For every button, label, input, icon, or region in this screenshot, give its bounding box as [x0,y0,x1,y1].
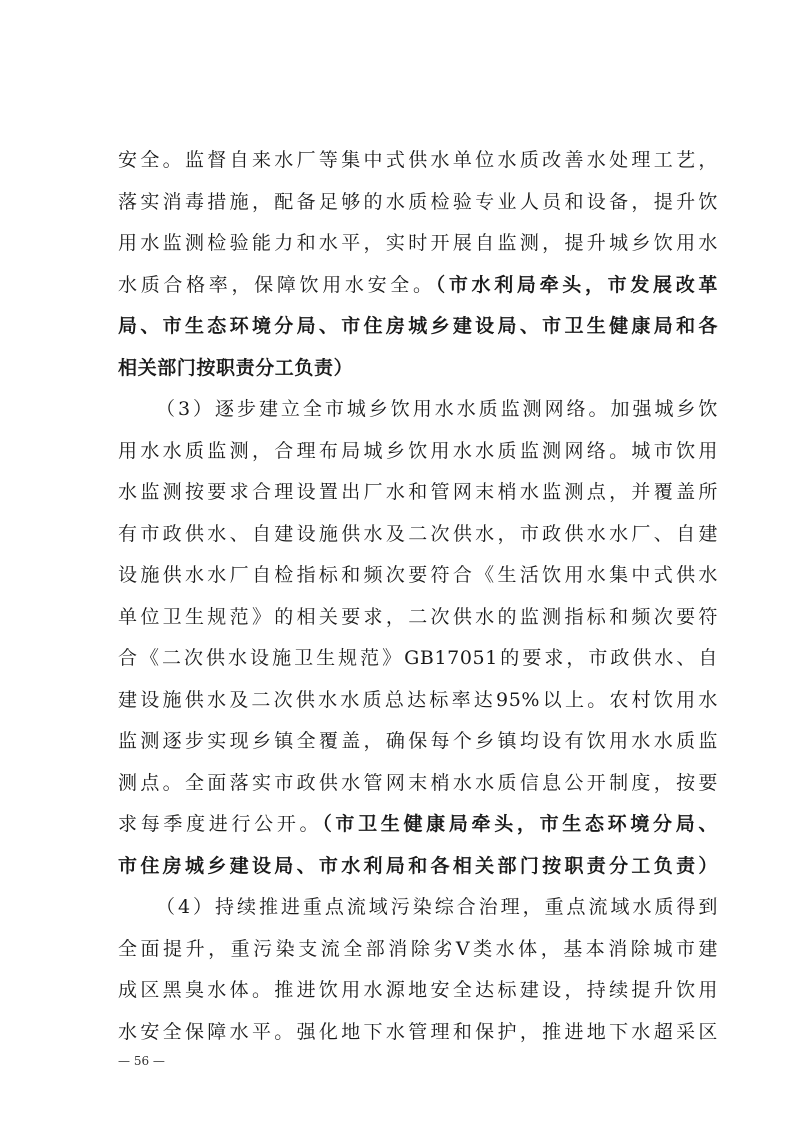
text-line [118,638,718,680]
text-line [118,555,718,597]
bold-segment: 局、市生态环境分局、市住房城乡建设局、市卫生健康局和各 [118,315,718,337]
text-line [118,763,718,805]
text-segment: 全面提升，重污染支流全部消除劣V类水体，基本消除城市建 [118,937,718,960]
text-line [118,431,718,473]
text-line [118,846,718,888]
text-segment: 水质合格率，保障饮用水安全。 [118,273,436,296]
text-line [118,804,718,846]
text-segment: 落实消毒措施，配备足够的水质检验专业人员和设备，提升饮 [118,190,718,213]
text-segment: 监测逐步实现乡镇全覆盖，确保每个乡镇均设有饮用水水质监 [118,730,718,752]
text-line [118,389,718,431]
text-segment: 安全。监督自来水厂等集中式供水单位水质改善水处理工艺， [118,149,718,171]
text-segment: 成区黑臭水体。推进饮用水源地安全达标建设，持续提升饮用 [118,979,718,1001]
text-segment: 水监测按要求合理设置出厂水和管网末梢水监测点，并覆盖所 [118,481,718,503]
text-segment: 有市政供水、自建设施供水及二次供水，市政供水水厂、自建 [118,522,718,545]
text-segment: 用水监测检验能力和水平，实时开展自监测，提升城乡饮用水 [118,232,718,254]
text-segment: 求每季度进行公开。 [118,813,323,835]
bold-segment: （市卫生健康局牵头，市生态环境分局、 [322,813,718,835]
text-segment: 用水水质监测，合理布局城乡饮用水水质监测网络。城市饮用 [118,439,718,462]
text-line [118,348,718,390]
text-line [118,472,718,514]
text-line [118,721,718,763]
text-line [118,680,718,722]
text-line [118,597,718,639]
text-line [118,223,718,265]
body-text [118,140,718,1053]
text-line [118,306,718,348]
text-segment: 合《二次供水设施卫生规范》GB17051的要求，市政供水、自 [118,647,718,669]
text-line [118,887,718,929]
text-line [118,140,718,182]
text-line [118,970,718,1012]
text-line [118,1012,718,1054]
text-segment: 水安全保障水平。强化地下水管理和保护，推进地下水超采区 [118,1020,718,1043]
text-segment: （3）逐步建立全市城乡饮用水水质监测网络。加强城乡饮 [156,398,718,420]
page-number: — 56 — [118,1054,165,1068]
text-segment: 建设施供水及二次供水水质总达标率达95%以上。农村饮用水 [118,688,718,711]
text-segment: 测点。全面落实市政供水管网末梢水水质信息公开制度，按要 [118,771,718,794]
bold-segment: 相关部门按职责分工负责） [118,356,354,379]
text-segment: 单位卫生规范》的相关要求，二次供水的监测指标和频次要符 [118,605,718,628]
text-line [118,929,718,971]
text-segment: （4）持续推进重点流域污染综合治理，重点流域水质得到 [156,896,718,918]
bold-segment: 市住房城乡建设局、市水利局和各相关部门按职责分工负责） [118,854,718,877]
text-line [118,265,718,307]
text-line [118,182,718,224]
text-segment: 设施供水水厂自检指标和频次要符合《生活饮用水集中式供水 [118,564,718,586]
text-line [118,514,718,556]
bold-segment: （市水利局牵头，市发展改革 [435,273,718,296]
